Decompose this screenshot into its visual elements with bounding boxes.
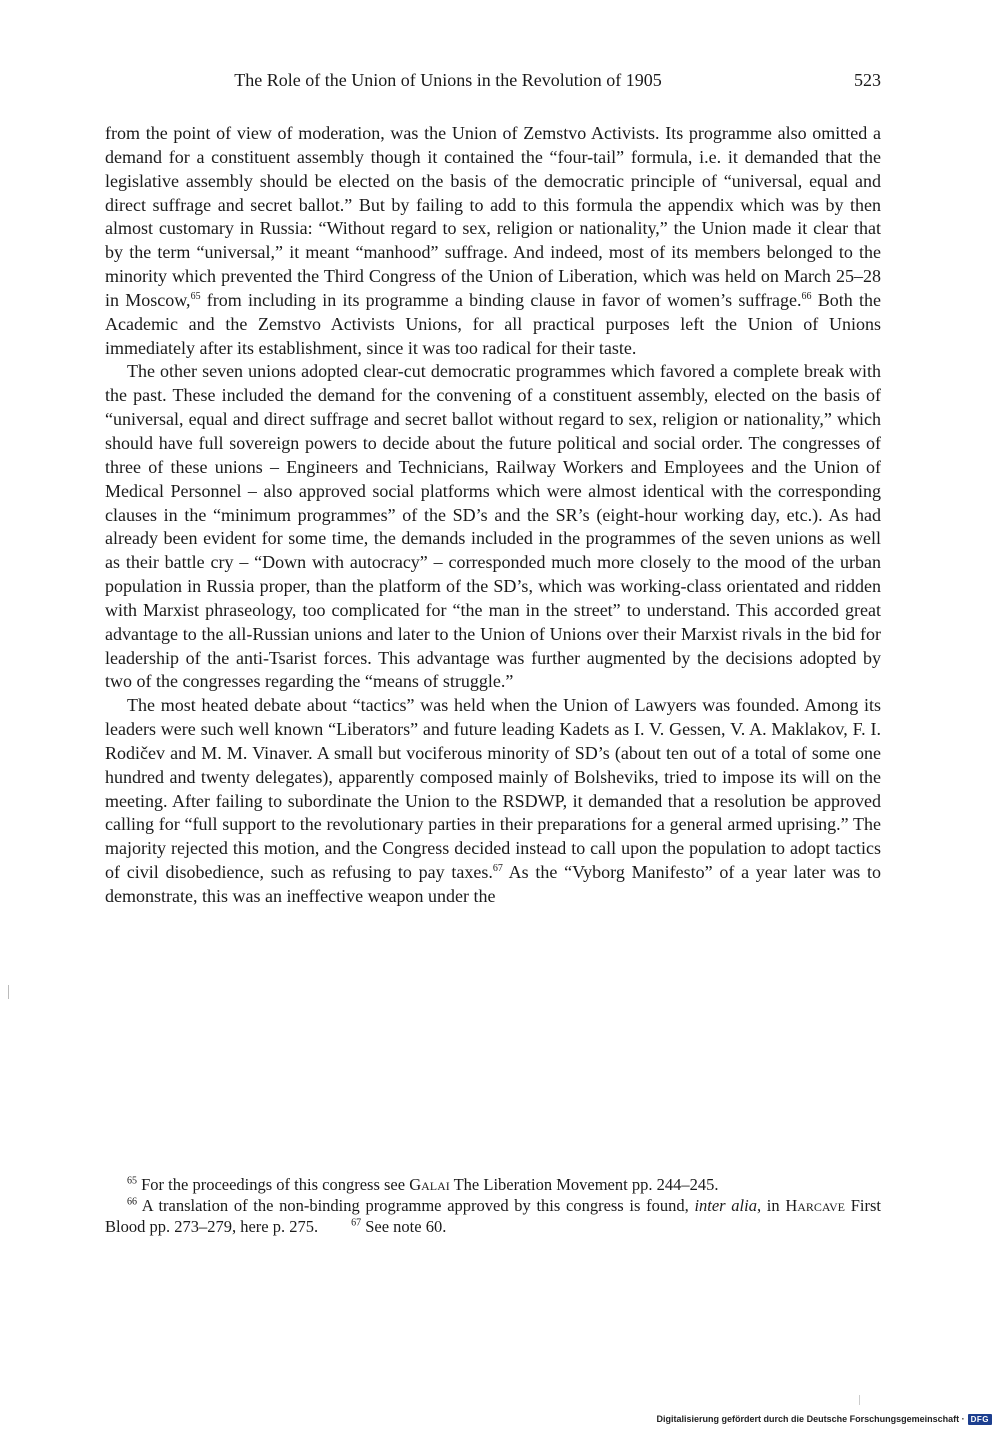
footnote-66-author: Harcave — [785, 1196, 846, 1215]
footnote-66-pre: A translation of the non-binding programme approved by this congress is found, — [137, 1196, 695, 1215]
paragraph-1-text-c: Both the Academic and the Zemstvo Activists Unions, for all practical purposes left the Union of Unions immediately after its establishment, since it was too radical for their taste. — [105, 289, 881, 358]
paragraph-1-text-b: from including in its programme a binding clause in favor of women’s suffrage. — [200, 289, 802, 310]
footnote-66 — [105, 1195, 881, 1237]
running-header — [105, 70, 881, 96]
footnote-ref-67: 67 — [492, 863, 503, 875]
footnote-65-post: The Liberation Movement pp. 244–245. — [449, 1175, 719, 1194]
digitization-credit — [657, 1412, 992, 1426]
footnote-ref-65: 65 — [190, 290, 201, 302]
footnote-ref-66: 66 — [801, 290, 812, 302]
body-text — [105, 122, 881, 909]
footnotes — [105, 1174, 881, 1237]
paragraph-1-text-a: from the point of view of moderation, was the Union of Zemstvo Activists. Its programme also omitted a demand for a constituent assembly though it contained the “four-tail” formula, i.e. it demanded that the legislative assembly should be elected on the basis of the democratic principle of “universal, equal and direct suffrage and secret ballot.” But by failing to add to this formula the appendix which was by then almost customary in Russia: “Without regard to sex, religion or nationality,” the Union made it clear that by the term “universal,” it meant “manhood” suffrage. And indeed, most of its members belonged to the minority which prevented the Third Congress of the Union of Liberation, which was held on March 25–28 in Moscow, — [105, 123, 881, 310]
page-number: 523 — [854, 70, 881, 90]
footnote-65-pre: For the proceedings of this congress see — [137, 1175, 410, 1194]
footnote-66-italic: inter alia — [694, 1196, 757, 1215]
footnote-65-author: Galai — [409, 1175, 450, 1194]
running-title: The Role of the Union of Unions in the Revolution of 1905 — [234, 70, 662, 90]
footnote-66-number: 66 — [127, 1196, 137, 1208]
digitization-credit-text: Digitalisierung gefördert durch die Deutsche Forschungsgemeinschaft · — [656, 1414, 965, 1424]
footnote-66-mid: , in — [756, 1196, 786, 1215]
footnote-66-post: First Blood pp. 273–279, here p. 275. — [105, 1196, 881, 1236]
footnote-67-number: 67 — [351, 1217, 362, 1229]
paragraph-3 — [105, 694, 881, 909]
paragraph-1 — [105, 122, 881, 360]
paragraph-3-text-a: The most heated debate about “tactics” was held when the Union of Lawyers was founded. Among its leaders were such well known “Liberators” and future leading Kadets as I. V. Gessen, V. A. Maklakov, F. I. Rodičev and M. M. Vinaver. A small but vociferous minority of SD’s (about ten out of a total of some one hundred and twenty delegates), apparently composed mainly of Bolsheviks, tried to impose its will on the meeting. After failing to subordinate the Union to the RSDWP, it demanded that a resolution be approved calling for “full support to the revolutionary parties in their preparations for a general armed uprising.” The majority rejected this motion, and the Congress decided instead to call upon the population to adopt tactics of civil disobedience, such as refusing to pay taxes. — [105, 695, 881, 883]
paragraph-2: The other seven unions adopted clear-cut democratic programmes which favored a complete break with the past. These included the demand for the convening of a constituent assembly, elected on the basis of “universal, equal and direct suffrage and secret ballot without regard to sex, religion or nationality,” which should have full sovereign powers to decide about the future political and social order. The congresses of three of these unions – Engineers and Technicians, Railway Workers and Employees and the Union of Medical Personnel – also approved social platforms which were almost identical with the corresponding clauses in the “minimum programmes” of the SD’s and the SR’s (eight-hour working day, etc.). As had already been evident for some time, the demands included in the programmes of the seven unions as well as their battle cry – “Down with autocracy” – corresponded much more closely to the mood of the urban population in Russia proper, than the platform of the SD’s, which was working-class orientated and ridden with Marxist phraseology, too complicated for “the man in the street” to understand. This accorded great advantage to the all-Russian unions and later to the Union of Unions over their Marxist rivals in the bid for leadership of the anti-Tsarist forces. This advantage was further augmented by the decisions adopted by two of the congresses regarding the “means of struggle.” — [105, 361, 881, 692]
footnote-67-text: See note 60. — [361, 1217, 447, 1236]
paragraph-3-text-b: As the “Vyborg Manifesto” of a year later was to demonstrate, this was an ineffective weapon under the — [105, 862, 882, 906]
footnote-65 — [105, 1174, 881, 1195]
scan-artifact-mark — [859, 1395, 860, 1405]
margin-mark — [8, 985, 9, 999]
dfg-logo-icon: DFG — [968, 1414, 992, 1425]
footnote-67 — [351, 1217, 446, 1236]
footnote-65-number: 65 — [127, 1175, 137, 1187]
